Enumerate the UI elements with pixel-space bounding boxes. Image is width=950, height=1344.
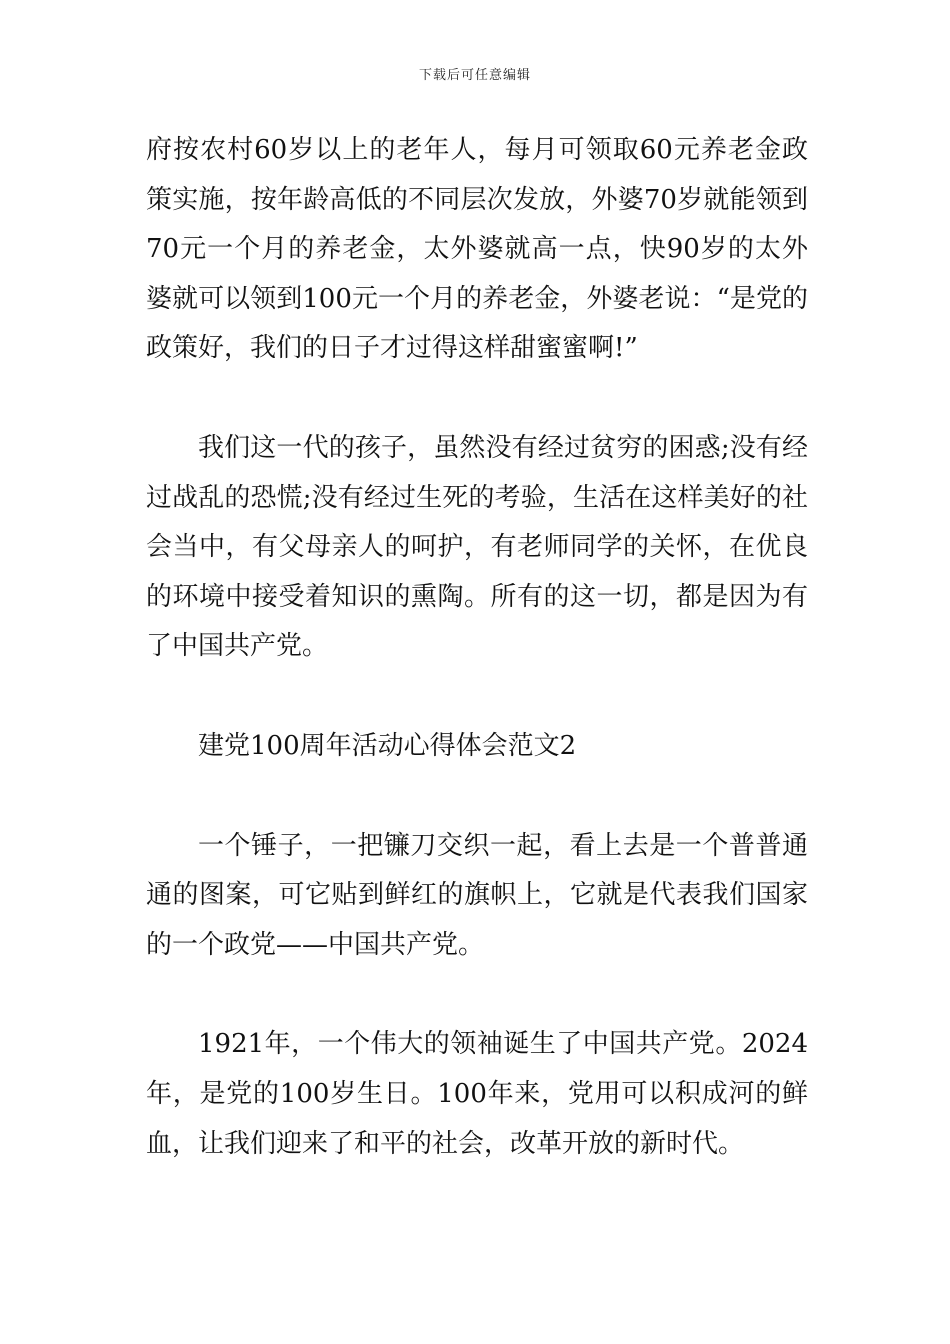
paragraph-2: 我们这一代的孩子，虽然没有经过贫穷的困惑;没有经过战乱的恐慌;没有经过生死的考验，生活在这样美好的社会当中，有父母亲人的呵护，有老师同学的关怀，在优良的环境中接受着知识的熏陶。所有的这一切，都是因为有了中国共产党。: [146, 432, 808, 662]
paragraph-gap: [146, 772, 808, 822]
paragraph-gap: [146, 970, 808, 1020]
paragraph-gap: [146, 374, 808, 424]
paragraph-4: 1921年，一个伟大的领袖诞生了中国共产党。2024年，是党的100岁生日。100年来，党用可以积成河的鲜血，让我们迎来了和平的社会，改革开放的新时代。: [146, 1029, 808, 1159]
paragraph-3: 一个锤子，一把镰刀交织一起，看上去是一个普普通通的图案，可它贴到鲜红的旗帜上，它就是代表我们国家的一个政党——中国共产党。: [146, 830, 808, 960]
paragraph-gap: [146, 672, 808, 722]
section-heading: 建党100周年活动心得体会范文2: [198, 730, 577, 761]
document-body: [146, 126, 808, 1169]
paragraph-1: 府按农村60岁以上的老年人，每月可领取60元养老金政策实施，按年龄高低的不同层次发放，外婆70岁就能领到70元一个月的养老金，太外婆就高一点，快90岁的太外婆就可以领到100元一个月的养老金，外婆老说：“是党的政策好，我们的日子才过得这样甜蜜蜜啊!”: [146, 135, 808, 364]
page-header: 下载后可任意编辑: [418, 68, 531, 83]
